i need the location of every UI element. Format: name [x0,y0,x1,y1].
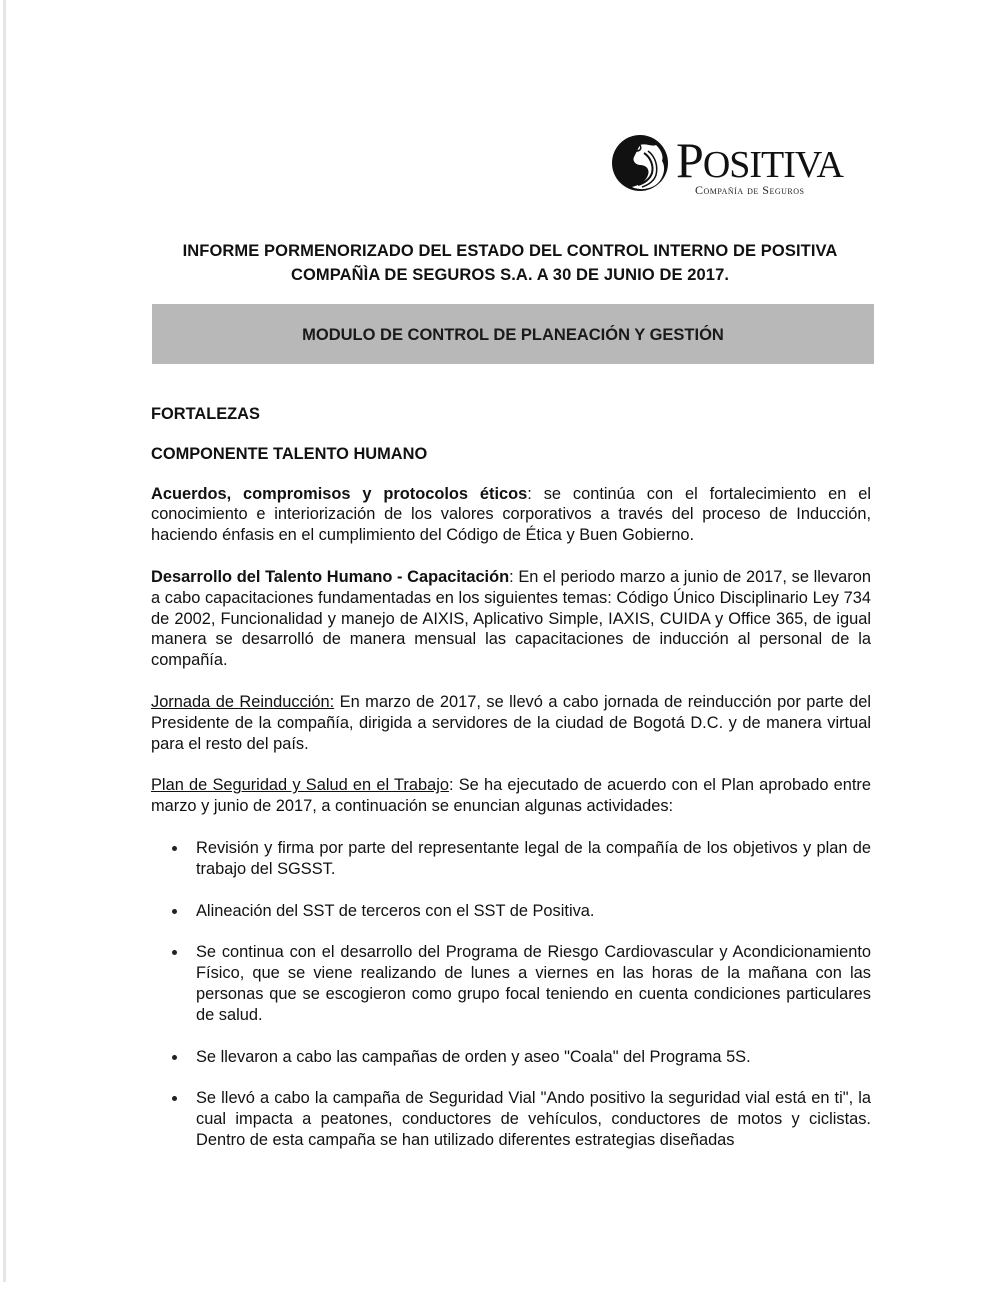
scan-edge-line [3,0,6,1282]
section-heading: FORTALEZAS [151,405,260,423]
bullet-icon [172,909,177,914]
bullet-icon [172,846,177,851]
paragraph-lead: Plan de Seguridad y Salud en el Trabajo [151,776,449,795]
document-body [151,404,871,1172]
paragraph-body: En marzo de 2017, se llevó a cabo jornada de reinducción por parte del Presidente de la compañía, dirigida a servidores de la ciudad de Bogotá D.C. y de manera virtual para el resto del país. [151,692,871,753]
positiva-logo [610,133,870,203]
paragraph-lead: Desarrollo del Talento Humano - Capacitación [151,567,510,586]
logo-wordmark: POSITIVA [676,132,843,188]
module-band [152,304,874,364]
paragraph-lead: Acuerdos, compromisos y protocolos éticos [151,484,528,503]
bullet-icon [172,1055,177,1060]
title-line-1: INFORME PORMENORIZADO DEL ESTADO DEL CONTROL INTERNO DE POSITIVA [182,242,838,260]
document-title [140,239,880,287]
title-line-2: COMPAÑÌA DE SEGUROS S.A. A 30 DE JUNIO DE 2017. [290,266,730,284]
paragraph-reinduccion [151,692,871,754]
paragraph-sst [151,775,871,817]
paragraph-body: : Se ha ejecutado de acuerdo con el Plan aprobado entre marzo y junio de 2017, a continuación se enuncian algunas actividades: [151,776,871,816]
list-item: Se llevó a cabo la campaña de Seguridad Vial "Ando positivo la seguridad vial está en ti", la cual impacta a peatones, conductores de vehículos, conductores de motos y ciclistas. Dentro de esta campaña se han utilizado diferentes estrategias diseñadas [151,1088,871,1150]
module-band-label: MODULO DE CONTROL DE PLANEACIÓN Y GESTIÓN [302,325,724,344]
list-item: Se llevaron a cabo las campañas de orden y aseo "Coala" del Programa 5S. [151,1047,871,1068]
logo-subtitle: Compañía de Seguros [695,183,805,197]
list-item: Alineación del SST de terceros con el SST de Positiva. [151,901,871,922]
paragraph-body: : En el periodo marzo a junio de 2017, se llevaron a cabo capacitaciones fundamentadas en los siguientes temas: Código Único Disciplinario Ley 734 de 2002, Funcionalidad y manejo de AIXIS, Aplicativo Simple, IAXIS, CUIDA y Office 365, de igual manera se desarrolló de manera mensual las capacitaciones de inducción al personal de la compañía. [151,567,871,670]
list-item: Se continua con el desarrollo del Programa de Riesgo Cardiovascular y Acondicionamiento Físico, que se viene realizando de lunes a viernes en las horas de la mañana con las personas que se escogieron como grupo focal teniendo en cuenta condiciones particulares de salud. [151,942,871,1025]
paragraph-lead: Jornada de Reinducción: [151,692,335,711]
bullet-icon [172,1096,177,1101]
paragraph-acuerdos [151,484,871,546]
component-heading: COMPONENTE TALENTO HUMANO [151,444,428,463]
positiva-emblem-icon [610,133,670,193]
activities-list [151,838,871,1151]
bullet-icon [172,950,177,955]
paragraph-body: : se continúa con el fortalecimiento en el conocimiento e interiorización de los valores corporativos a través del proceso de Inducción, haciendo énfasis en el cumplimiento del Código de Ética y Buen Gobierno. [151,484,871,545]
list-item: Revisión y firma por parte del representante legal de la compañía de los objetivos y plan de trabajo del SGSST. [151,838,871,880]
paragraph-capacitacion [151,567,871,671]
